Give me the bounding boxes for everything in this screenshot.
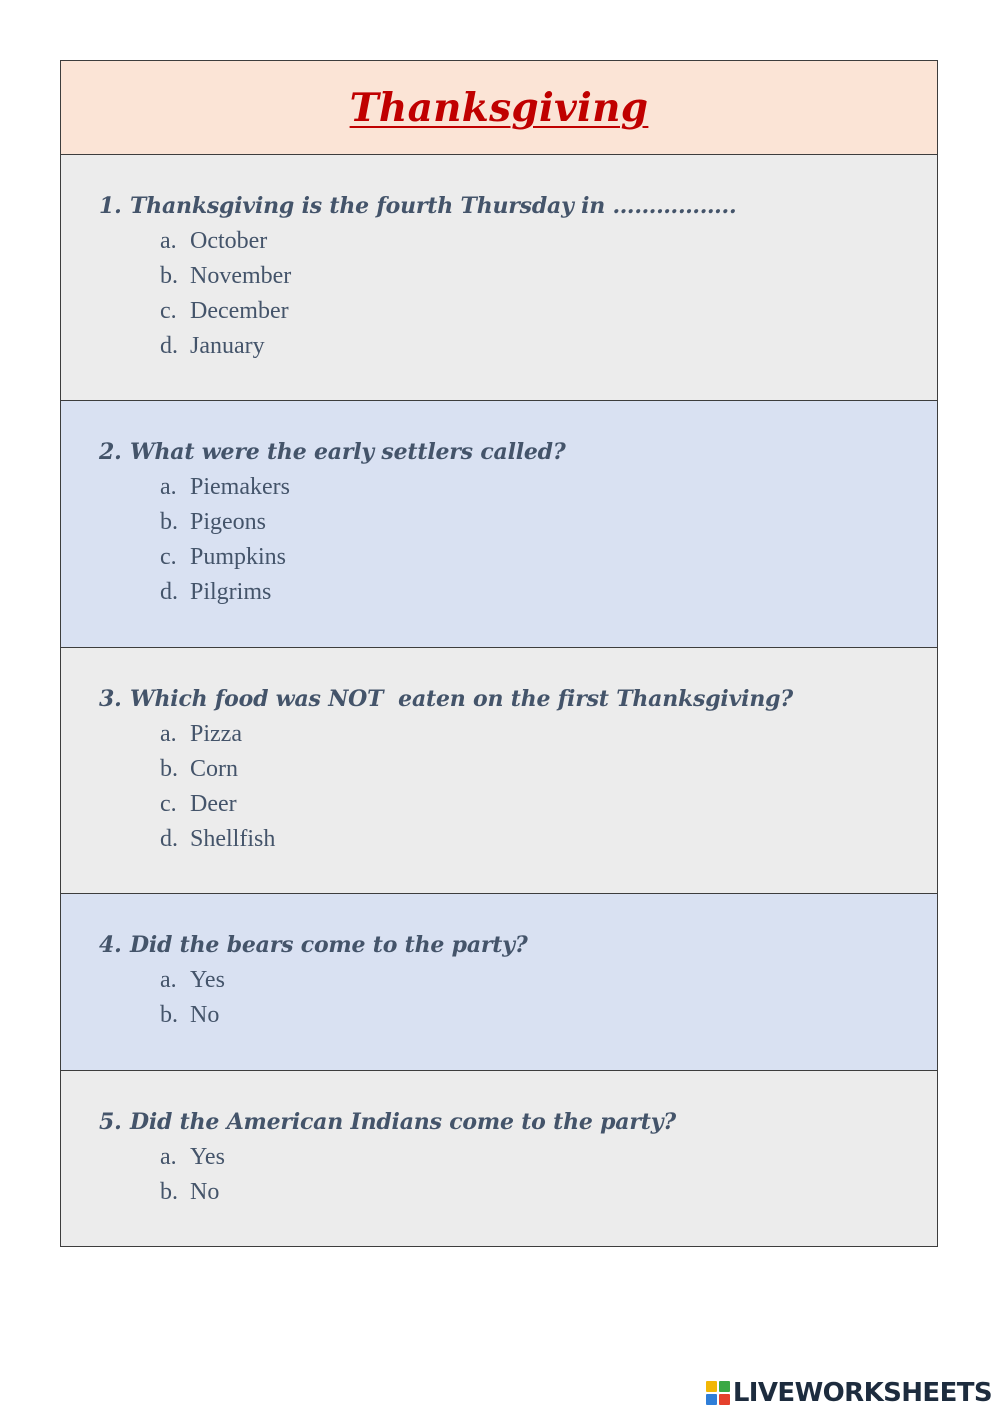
option-letter: c. [160,298,177,324]
liveworksheets-logo-icon [706,1381,730,1405]
option-letter: d. [160,579,178,605]
answer-options [99,717,937,857]
option-letter: b. [160,756,178,782]
question-block-5 [61,1071,937,1246]
question-number: 1. [99,193,122,219]
answer-option[interactable] [160,575,937,610]
option-text: Yes [190,1144,225,1170]
option-text: Pizza [190,721,242,747]
logo-square [719,1394,730,1405]
option-text: Deer [190,791,237,817]
answer-option[interactable] [160,505,937,540]
answer-option[interactable] [160,1175,937,1210]
answer-option[interactable] [160,822,937,857]
brand-name: LIVEWORKSHEETS [732,1378,992,1408]
question-number: 4. [99,932,122,958]
answer-option[interactable] [160,470,937,505]
option-letter: b. [160,509,178,535]
option-letter: d. [160,333,178,359]
answer-option[interactable] [160,998,937,1033]
question-block-2 [61,401,937,648]
answer-option[interactable] [160,540,937,575]
question-number: 3. [99,686,122,712]
answer-option[interactable] [160,329,937,364]
answer-option[interactable] [160,752,937,787]
option-text: No [190,1179,220,1205]
question-block-1 [61,155,937,401]
title-row [61,61,937,155]
question-prompt: Which food was NOT eaten on the first Thanksgiving? [130,686,793,712]
answer-option[interactable] [160,294,937,329]
question-block-3 [61,648,937,894]
option-text: Pilgrims [190,579,272,605]
question-text [99,927,937,963]
option-letter: b. [160,263,178,289]
option-letter: c. [160,791,177,817]
question-number: 5. [99,1109,122,1135]
worksheet-title: Thanksgiving [349,84,649,131]
liveworksheets-brand[interactable] [706,1377,992,1409]
logo-square [706,1381,717,1392]
answer-options [99,470,937,610]
option-text: Piemakers [190,474,290,500]
option-text: Pumpkins [190,544,287,570]
option-text: Yes [190,967,225,993]
question-text [99,434,937,470]
question-text [99,188,937,224]
worksheet-table [60,60,938,1247]
answer-option[interactable] [160,1140,937,1175]
answer-options [99,224,937,364]
answer-options [99,1140,937,1210]
option-text: Pigeons [190,509,267,535]
option-letter: b. [160,1179,178,1205]
logo-square [706,1394,717,1405]
question-prompt: What were the early settlers called? [130,439,566,465]
answer-options [99,963,937,1033]
question-prompt: Did the American Indians come to the party? [130,1109,676,1135]
question-number: 2. [99,439,122,465]
option-letter: a. [160,228,177,254]
answer-option[interactable] [160,259,937,294]
question-prompt: Thanksgiving is the fourth Thursday in …………….. [130,193,737,219]
option-text: Shellfish [190,826,276,852]
option-text: Corn [190,756,238,782]
option-letter: a. [160,721,177,747]
option-text: January [190,333,265,359]
option-text: December [190,298,289,324]
question-text [99,681,937,717]
option-text: November [190,263,292,289]
option-letter: c. [160,544,177,570]
answer-option[interactable] [160,717,937,752]
question-text [99,1104,937,1140]
answer-option[interactable] [160,224,937,259]
option-text: No [190,1002,220,1028]
option-letter: a. [160,474,177,500]
answer-option[interactable] [160,787,937,822]
question-prompt: Did the bears come to the party? [130,932,528,958]
question-block-4 [61,894,937,1071]
answer-option[interactable] [160,963,937,998]
option-letter: a. [160,1144,177,1170]
option-letter: b. [160,1002,178,1028]
option-letter: a. [160,967,177,993]
option-letter: d. [160,826,178,852]
logo-square [719,1381,730,1392]
option-text: October [190,228,268,254]
